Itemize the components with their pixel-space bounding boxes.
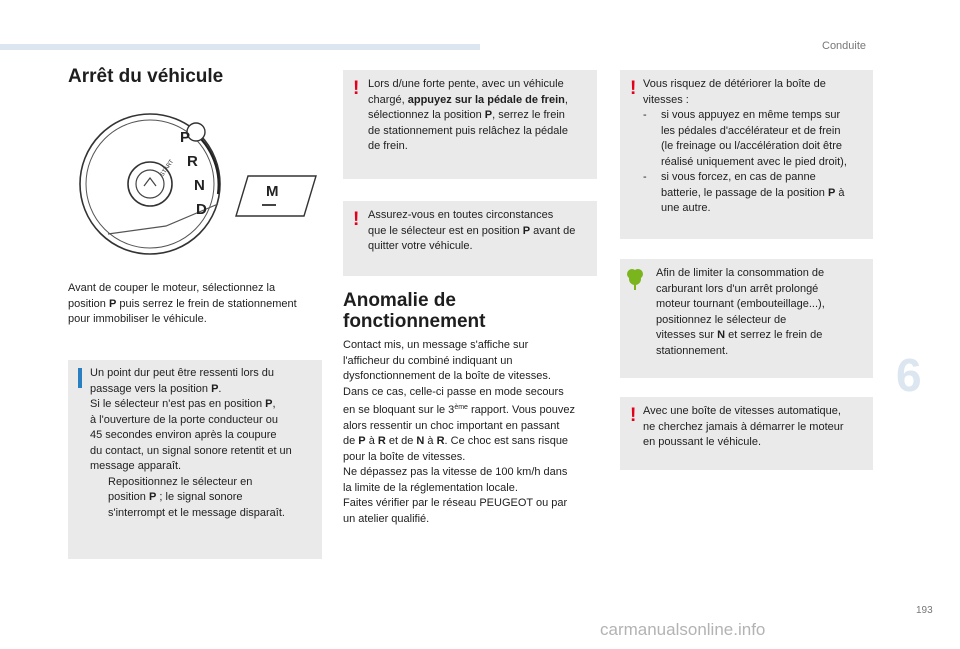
- footer-watermark: carmanualsonline.info: [600, 620, 766, 639]
- manual-button-label: M: [266, 183, 279, 200]
- info-box-text: Un point dur peut être ressenti lors du passage vers la position P. Si le sélecteur n'est pas en position P, à l'ouverture de la porte conducteur ou 45 secondes environ après la coupure du contact, un signal sonore retentit et un message apparaît. Repositionnez le sélecteur en position P ; le signal sonore s'interrompt et le message disparaît.: [90, 367, 292, 519]
- start-label: START: [159, 158, 176, 178]
- gear-position-r: R: [187, 153, 198, 170]
- gear-position-d: D: [196, 201, 207, 218]
- warning-box-slope: ! Lors d/une forte pente, avec un véhicule chargé, appuyez sur la pédale de frein, sélectionnez la position P, serrez le frein de stationnement puis relâchez la pédale de frein.: [343, 70, 597, 179]
- page-title: Arrêt du véhicule: [68, 66, 224, 87]
- warning-box-gearbox: ! Vous risquez de détériorer la boîte de vitesses : - si vous appuyez en même temps sur les pédales d'accélérateur et de frein (le freinage ou l/accélération doit être réalisé uniquement avec le pied droit), - si vous forcez, en cas de panne batterie, le passage de la position P à une autre.: [620, 70, 873, 239]
- gear-position-p: P: [180, 129, 191, 146]
- warning-icon: !: [630, 78, 637, 99]
- page-number: 193: [916, 605, 933, 616]
- warning-icon: !: [353, 209, 360, 230]
- warning-icon: !: [630, 405, 637, 426]
- chapter-number: 6: [896, 349, 922, 401]
- stop-instruction: Avant de couper le moteur, sélectionnez la position P puis serrez le frein de stationnement pour immobiliser le véhicule.: [68, 282, 297, 325]
- anomalie-text: Contact mis, un message s'affiche sur l'afficheur du combiné indiquant un dysfonctionnement de la boîte de vitesses. Dans ce cas, celle-ci passe en mode secours en se bloquant sur le 3ème rapport. Vous pouvez alors ressentir un choc important en passant de P à R et de N à R. Ce choc est sans risque pour la boîte de vitesses. Ne dépassez pas la vitesse de 100 km/h dans la limite de la réglementation locale. Faites vérifier par le réseau PEUGEOT ou par un atelier qualifié.: [343, 339, 575, 525]
- eco-leaf-icon: [626, 267, 644, 291]
- header-accent-bar: [0, 44, 480, 50]
- anomalie-title: Anomalie de fonctionnement: [343, 290, 486, 332]
- warning-box-push-start: ! Avec une boîte de vitesses automatique, ne cherchez jamais à démarrer le moteur en poussant le véhicule.: [620, 397, 873, 470]
- eco-box: Afin de limiter la consommation de carburant lors d'un arrêt prolongé moteur tournant (embouteillage...), positionnez le sélecteur de vitesses sur N et serrez le frein de stationnement.: [620, 259, 873, 378]
- section-label: Conduite: [822, 40, 867, 52]
- warning-box-park: ! Assurez-vous en toutes circonstances que le sélecteur est en position P avant de quitter votre véhicule.: [343, 201, 597, 276]
- warning-icon: !: [353, 78, 360, 99]
- gear-position-n: N: [194, 177, 205, 194]
- info-icon: [78, 368, 82, 388]
- info-box: [68, 360, 322, 559]
- gear-selector-illustration: [68, 104, 328, 264]
